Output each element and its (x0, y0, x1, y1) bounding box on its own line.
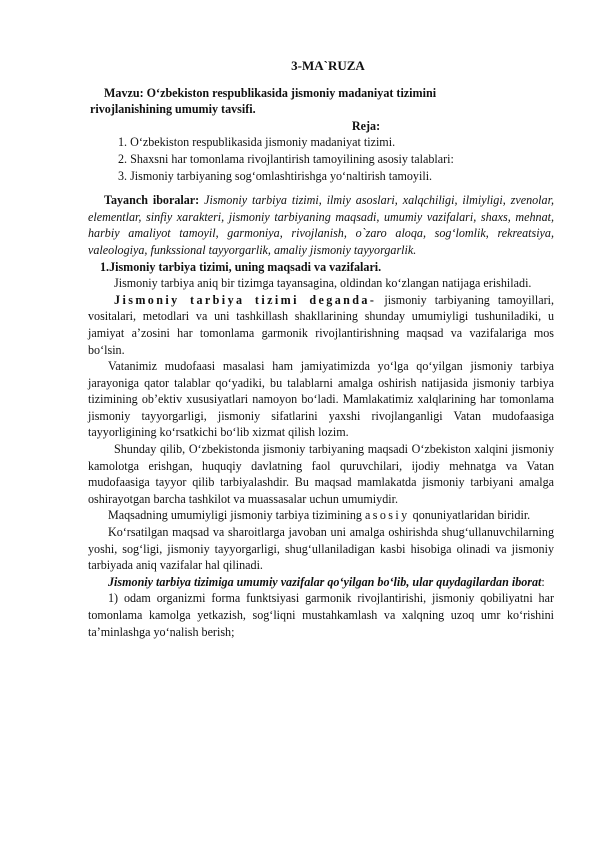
page-title: 3-MA`RUZA (291, 58, 365, 73)
paragraph-text: qonuniyatlaridan biridir. (409, 508, 531, 523)
paragraph-text: Maqsadning umumiyligi jismoniy tarbiya tizimining (108, 508, 365, 523)
plan-item: 3. Jismoniy tarbiyaning sog‘omlashtirishga yo‘naltirish tamoyili. (118, 168, 433, 183)
topic-line-1: Mavzu: O‘zbekiston respublikasida jismoniy madaniyat tizimini (104, 85, 437, 100)
topic (88, 85, 554, 118)
paragraph (88, 574, 554, 591)
paragraph-text: jismoniy tarbiyaning tamoyillari, vositalari, metodlari va uni tashkillash shakllarining shunday umumiyligi tushuniladiki, u jamiyat a’zosini har tomonlama garmonik rivojlantirishning maqsad va vazifalariga mos bo‘lsin. (88, 292, 554, 357)
paragraph: Vatanimiz mudofaasi masalasi ham jamiyatimizda yo‘lga qo‘yilgan jismoniy tarbiya jarayoniga qator talablar qo‘yadiki, bu talablarni amalga oshirish natijasida jismoniy tarbiya tizimining ob’ektiv xususiyatlari namoyon bo‘ladi. Mamlakatimiz xalqlarining har tomonlama jismoniy tayyorgarligi, jismoniy sifatlarini yaxshi rivojlanganligi Vatan mudofaasiga tayyorligining ko‘rsatkichi bo‘lib xizmat qilish lozim. (88, 359, 554, 440)
paragraph: Ko‘rsatilgan maqsad va sharoitlarga javoban uni amalga oshirishda shug‘ullanuvchilarning yoshi, sog‘ligi, jismoniy tayyorgarligi, shug‘ullaniladigan kasbi hisobiga olinadi va jismoniy tarbiyada aniq vazifalar hal qilinadi. (88, 525, 554, 573)
spaced-word: asosiy (364, 508, 410, 523)
keywords-text: Jismoniy tarbiya tizimi, ilmiy asoslari, xalqchiligi, ilmiyligi, zvenolar, elementlar, sinfiy xarakteri, jismoniy tarbiyaning maqsadi, umumiy vazifalari, shaxs, mehnat, harbiy amaliyot tamoyil, garmoniya, rivojlanish, o`zaro aloqa, sog‘lomlik, rekreatsiya, valeologiya, funkssional tayyorgarlik, amaliy jismoniy tayyorgarlik. (88, 193, 554, 257)
document-page (88, 58, 554, 640)
keywords-label: Tayanch iboralar: (104, 193, 200, 208)
keywords-paragraph (88, 192, 554, 258)
plan-item: 1. O‘zbekiston respublikasida jismoniy madaniyat tizimi. (118, 135, 396, 150)
plan-item: 2. Shaxsni har tomonlama rivojlantirish tamoyilining asosiy talablari: (118, 151, 454, 166)
paragraph: Shunday qilib, O‘zbekistonda jismoniy tarbiyaning maqsadi O‘zbekiston xalqini jismoniy kamolotga erishgan, huquqiy davlatning faol quruvchilari, ijodiy mehnatga va Vatan mudofaasiga tayyor qilib tarbiyalashdir. Bu maqsad mamlakatda jismoniy tarbiyani amalga oshirayotgan barcha tashkilot va muassasalar uchun umumiydir. (88, 442, 554, 506)
plan-list (88, 134, 554, 184)
plan-heading: Reja: (351, 118, 381, 133)
paragraph-text: : (541, 574, 545, 589)
emphasis-text: Jismoniy tarbiya tizimiga umumiy vazifalar qo‘yilgan bo‘lib, ular quydagilardan iborat (108, 574, 542, 589)
section-heading: 1.Jismoniy tarbiya tizimi, uning maqsadi va vazifalari. (100, 259, 382, 274)
paragraph (88, 292, 554, 358)
topic-line-2: rivojlanishining umumiy tavsifi. (90, 102, 256, 117)
paragraph: Jismoniy tarbiya aniq bir tizimga tayansagina, oldindan ko‘zlangan natijaga erishiladi. (114, 276, 532, 291)
term-definition: Jismoniy tarbiya tizimi deganda- (114, 292, 377, 307)
paragraph: 1) odam organizmi forma funktsiyasi garmonik rivojlantirishi, jismoniy qobiliyatni har tomonlama kamolga yetkazish, sog‘liqni mustahkamlash va xalqning uzoq umr ko‘rishini ta’minlashga yo‘nalish berish; (88, 591, 554, 639)
paragraph (88, 507, 554, 524)
